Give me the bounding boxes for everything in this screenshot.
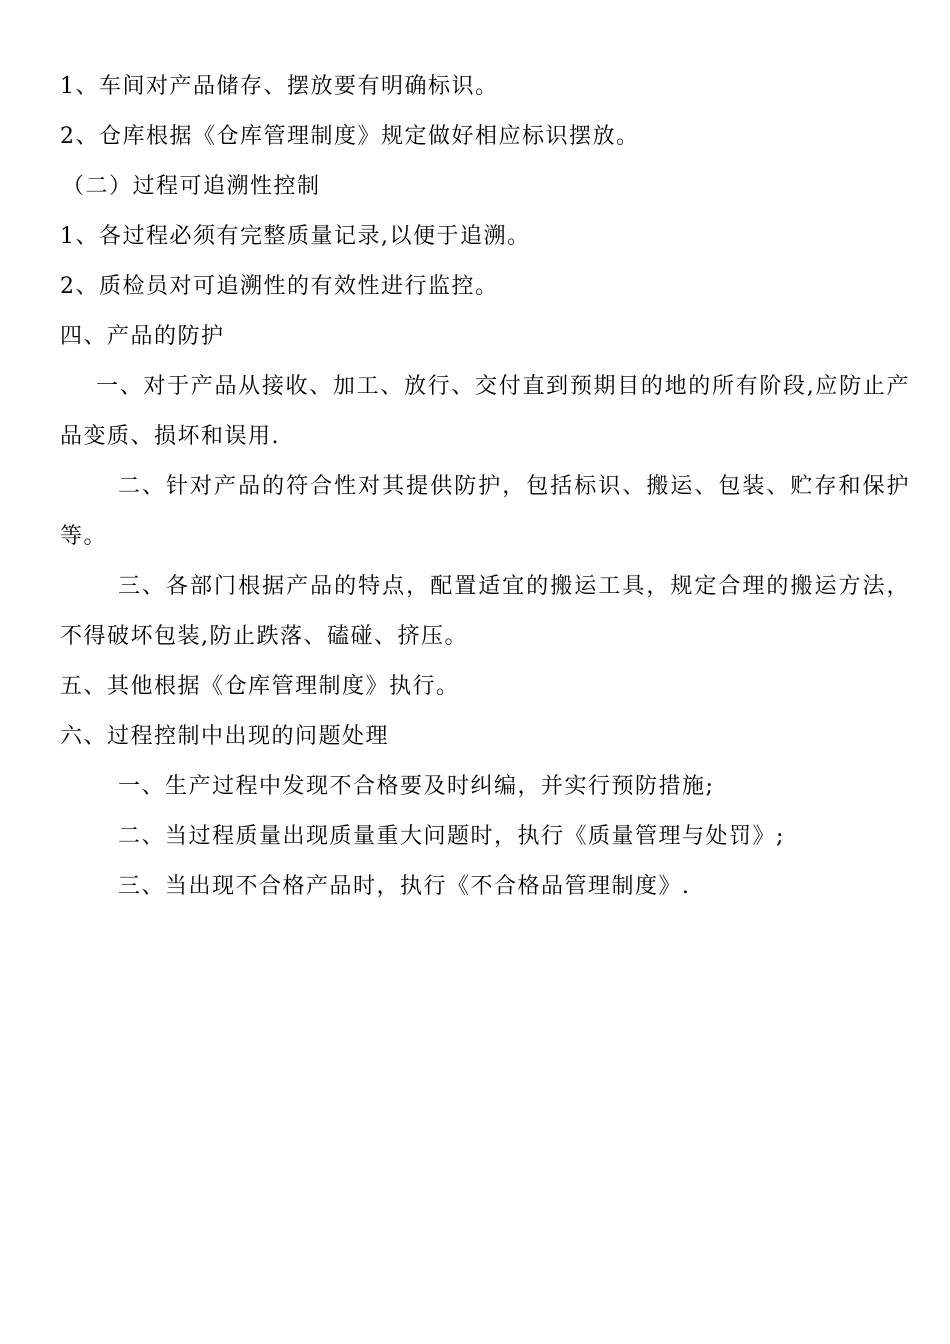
document-page: [60, 62, 910, 912]
text-line-warehouse-marking: 2、仓库根据《仓库管理制度》规定做好相应标识摆放。: [60, 124, 640, 149]
section-heading-other: 五、其他根据《仓库管理制度》执行。: [60, 674, 460, 699]
text-line-storage-marking: 1、车间对产品储存、摆放要有明确标识。: [60, 74, 499, 99]
text-line-inspector-monitoring: 2、质检员对可追溯性的有效性进行监控。: [60, 274, 499, 299]
section-heading-issue-handling: 六、过程控制中出现的问题处理: [60, 724, 390, 749]
list-item-major-quality-issue: 二、当过程质量出现质量重大问题时，执行《质量管理与处罚》;: [118, 824, 785, 849]
paragraph-protection-stages: 一、对于产品从接收、加工、放行、交付直到预期目的地的所有阶段,应防止产品变质、损坏和误用.: [60, 374, 910, 449]
paragraph-protection-conformity: 二、针对产品的符合性对其提供防护，包括标识、搬运、包装、贮存和保护等。: [60, 474, 910, 549]
text-line-quality-records: 1、各过程必须有完整质量记录,以便于追溯。: [60, 224, 531, 249]
list-item-nonconformity-correction: 一、生产过程中发现不合格要及时纠编，并实行预防措施;: [118, 774, 715, 799]
paragraph-handling-tools: 三、各部门根据产品的特点，配置适宜的搬运工具，规定合理的搬运方法，不得破坏包装,防止跌落、磕碰、挤压。: [60, 574, 910, 649]
section-heading-product-protection: 四、产品的防护: [60, 324, 225, 349]
list-item-nonconforming-product: 三、当出现不合格产品时，执行《不合格品管理制度》.: [118, 874, 691, 899]
section-heading-traceability: （二）过程可追溯性控制: [62, 174, 321, 199]
